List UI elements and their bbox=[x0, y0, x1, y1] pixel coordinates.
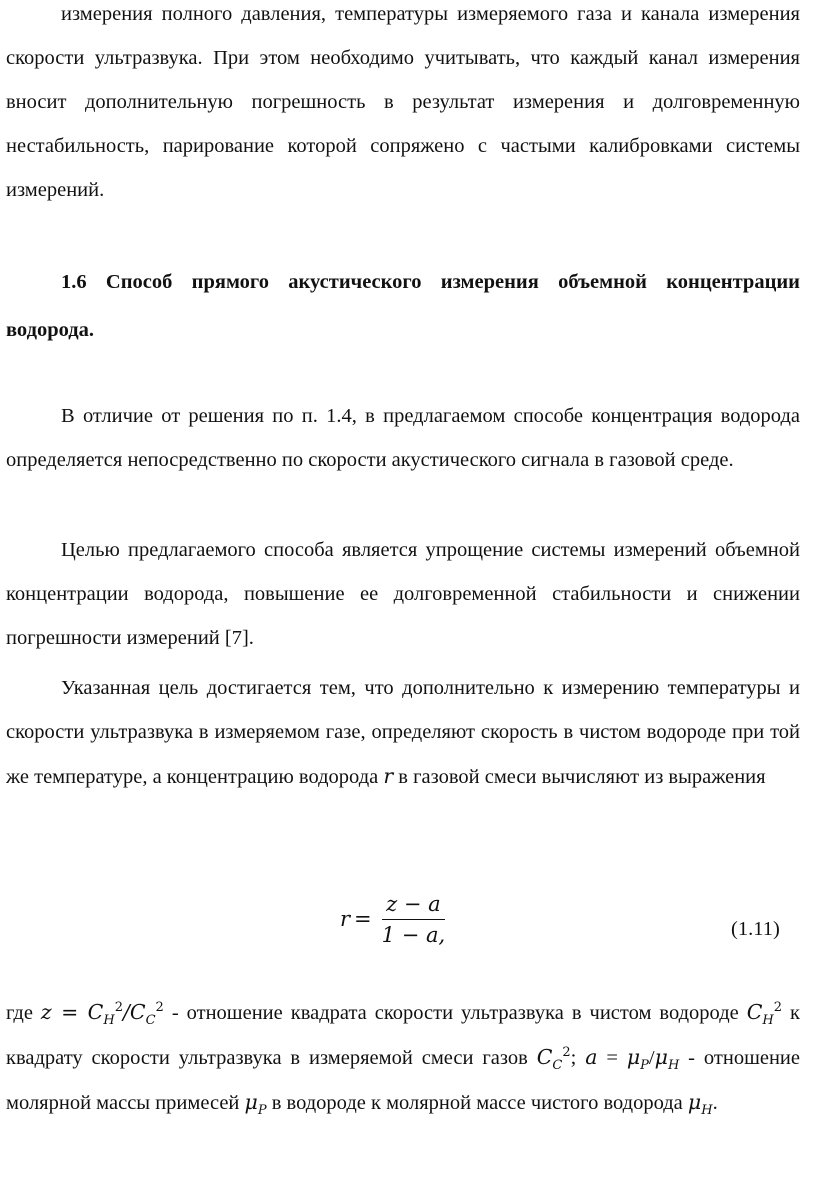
math-sup: 2 bbox=[114, 1000, 123, 1016]
math-a: a bbox=[585, 1045, 598, 1069]
paragraph-goal: Целью предлагаемого способа является упрощение системы измерений объемной концентрации водорода, повышение ее долговременной стабильности и снижении погрешности измерений [7]. bbox=[6, 539, 800, 649]
paragraph-text: . bbox=[712, 1092, 718, 1114]
math-sub: H bbox=[667, 1058, 680, 1074]
math-sub: C bbox=[552, 1058, 563, 1074]
formula-lhs: r bbox=[340, 907, 351, 931]
paragraph-text: в газовой смеси вычисляют из выражения bbox=[393, 766, 766, 788]
paragraph-intro-continuation bbox=[6, 0, 800, 212]
paragraph-text: = bbox=[597, 1047, 627, 1069]
formula-numerator: z − a bbox=[382, 892, 445, 920]
paragraph-text: - отношение квадрата скорости ультразвука в чистом водороде bbox=[163, 1002, 747, 1024]
math-cc: C bbox=[536, 1045, 553, 1069]
math-z: z = C bbox=[40, 1000, 104, 1024]
paragraph-text: / bbox=[648, 1047, 655, 1069]
paragraph-text: измерения полного давления, температуры измеряемого газа и канала измерения скорости ультразвука. При этом необходимо учитывать, что каждый канал измерения вносит дополнительную погрешность в результат измерения и долговременную нестабильность, парирование которой сопряжено с частыми калибровками системы измерений. bbox=[6, 3, 800, 201]
formula-denominator: 1 − a, bbox=[381, 922, 446, 947]
math-sub: H bbox=[701, 1103, 713, 1119]
equation-number: (1.11) bbox=[731, 918, 780, 940]
math-mu: μ bbox=[654, 1045, 668, 1069]
math-sub: P bbox=[640, 1058, 649, 1074]
paragraph-difference: В отличие от решения по п. 1.4, в предлагаемом способе концентрация водорода определяется непосредственно по скорости акустического сигнала в газовой среде. bbox=[6, 405, 800, 471]
paragraph-text: - отношение молярной массы примесей bbox=[6, 1047, 800, 1114]
paragraph-text: к квадрату скорости ультразвука в измеряемой смеси газов bbox=[6, 1002, 801, 1069]
variable-r: r bbox=[383, 764, 394, 788]
math-sup: 2 bbox=[562, 1045, 571, 1061]
formula-equals: = bbox=[354, 907, 372, 931]
paragraph-text: Указанная цель достигается тем, что дополнительно к измерению температуры и скорости ультразвука в измеряемом газе, определяют скорость в чистом водороде при той же температуре, а концентрацию водорода bbox=[6, 677, 800, 788]
math-sub: H bbox=[103, 1013, 115, 1029]
math-ch: C bbox=[746, 1000, 763, 1024]
paragraph-text: ; bbox=[570, 1047, 586, 1069]
formula-fraction bbox=[378, 892, 450, 947]
paragraph-text: в водороде к молярной массе чистого водорода bbox=[266, 1092, 688, 1114]
math-sup: 2 bbox=[773, 1000, 783, 1016]
paragraph-text: где bbox=[6, 1002, 41, 1024]
section-heading: 1.6 Способ прямого акустического измерения объемной концентрации водорода. bbox=[6, 271, 800, 341]
math-mu: μ bbox=[687, 1090, 702, 1114]
math-mu: μ bbox=[626, 1045, 641, 1069]
math-sup: 2 bbox=[155, 1000, 164, 1016]
formula-1-11 bbox=[340, 884, 449, 954]
math-sub: C bbox=[145, 1013, 156, 1029]
math-sub: H bbox=[762, 1013, 774, 1029]
paragraph-method bbox=[6, 666, 800, 799]
math-mu: μ bbox=[244, 1090, 258, 1114]
math-sub: P bbox=[257, 1103, 267, 1119]
math-slash: /C bbox=[123, 1000, 146, 1024]
paragraph-definitions bbox=[6, 990, 800, 1125]
